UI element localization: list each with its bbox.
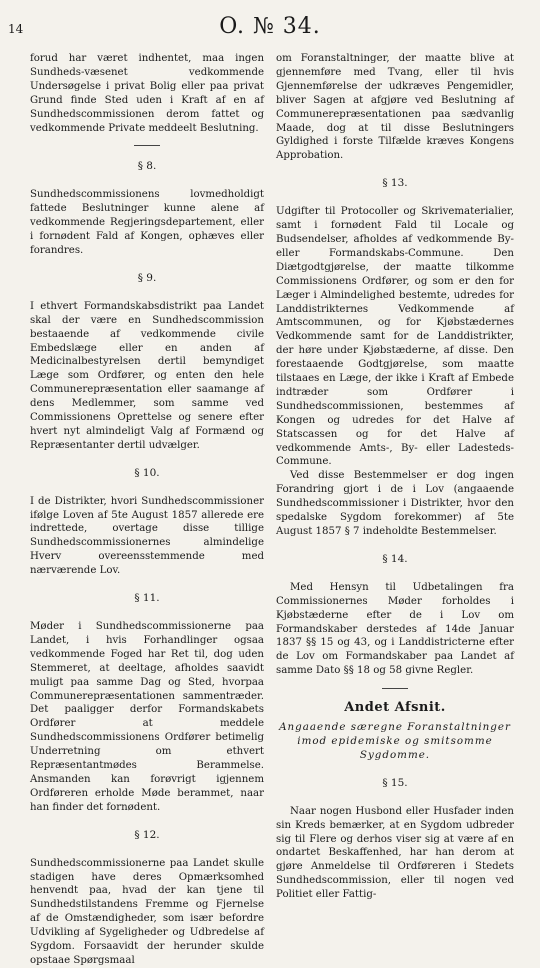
part-subheading: Angaaende særegne Foranstaltninger imod epidemiske og smitsomme Sygdomme. (279, 721, 511, 761)
paragraph: Naar nogen Husbond eller Husfader inden sin Kreds bemærker, at en Sygdom udbreder sig til Flere og derhos viser sig at være af en ondartet Beskaffenhed, har han derom at gjøre Anmeldelse til Ordføreren i Stedets Sundhedscommission, eller til nogen ved Politiet eller Fattig- (276, 805, 514, 901)
section-heading: § 9. (137, 271, 157, 284)
paragraph: Udgifter til Protocoller og Skrivematerialier, samt i fornødent Fald til Locale og Budsendelser, afholdes af vedkommende By- eller Formandskabs-Commune. Den Diætgodtgjørelse, der maatte tilkomme Commissionens Ordfører, og som er den for Læger i Almindelighed bestemte, udredes for Landdistrikternes Vedkommende af Amtscommunen, og for Kjøbstædernes Vedkommende samt for de Landdistrikter, der høre under Kjøbstæderne, af disse. Den forestaaende Godtgjørelse, som maatte tilstaaes en Læge, der ikke i Kraft af Embede indtræder som Ordfører i Sundhedscommissionen, bestemmes af Kongen og udredes for det Halve af Statscassen og for det Halve af vedkommende Amts-, By- eller Ladesteds-Commune. (276, 206, 514, 468)
paragraph: Med Hensyn til Udbetalingen fra Commissionernes Møder forholdes i Kjøbstæderne efter de i Lov om Formandskaber derstedes af 14de Januar 1837 §§ 15 og 43, og i Landdistricterne efter de Lov om Formandskaber paa Landet af samme Dato §§ 18 og 58 givne Regler. (276, 581, 514, 677)
paragraph: forud har været indhentet, maa ingen Sundheds-væsenet vedkommende Undersøgelse i privat Bolig eller paa privat Grund finde Sted uden i Kraft af en af Sundhedscommissionen derom fattet og vedkommende Private meddeelt Beslutning. (30, 53, 264, 134)
paragraph: Møder i Sundhedscommissionerne paa Landet, i hvis Forhandlinger ogsaa vedkommende Foged har Ret til, dog uden Stemmeret, at deeltage, afholdes saavidt muligt paa samme Dag og Sted, hvorpaa Communerepræsentationen sammentræder. Det paaligger derfor Formandskabets Ordfører at meddele Sundhedscommissionens Ordfører betimelig Underretning om ethvert Repræsentantmødes Berammelse. Ansmanden kan forøvrigt igjennem Ordføreren erholde Møde berammet, naar han finder det fornødent. (30, 621, 264, 813)
left-column (30, 52, 264, 968)
paragraph: Sundhedscommissionens lovmedholdigt fattede Beslutninger kunne alene af vedkommende Regjeringsdepartement, eller i fornødent Fald af Kongen, ophæves eller forandres. (30, 189, 264, 256)
section-heading: § 13. (382, 177, 408, 190)
issue-number: O. № 34. (219, 14, 321, 39)
paragraph: I ethvert Formandskabsdistrikt paa Landet skal der være en Sundhedscommission bestaaende af vedkommende civile Embedslæge eller en anden af Medicinalbestyrelsen dertil bemyndiget Læge som Ordfører, og enten den hele Communerepræsentation eller saamange af dens Medlemmer, som samme ved Commissionens Oprettelse og senere efter hvert nyt almindeligt Valg af Formænd og Repræsentanter dertil udvælger. (30, 300, 264, 451)
part-heading: Andet Afsnit. (344, 700, 446, 716)
paragraph: om Foranstaltninger, der maatte blive at gjennemføre med Tvang, eller til hvis Gjennemførelse der udkræves Pengemidler, bliver Sagen at afgjøre ved Beslutning af Communerepræsentationen paa sædvanlig Maade, dog at til disse Beslutningers Gyldighed i forste Tilfælde kræves Kongens Approbation. (276, 53, 514, 162)
section-divider (134, 145, 160, 146)
section-heading: § 8. (137, 160, 157, 173)
section-heading: § 11. (134, 592, 160, 605)
right-column (276, 52, 514, 902)
paragraph: Ved disse Bestemmelser er dog ingen Forandring gjort i de i Lov (angaaende Sundhedscommissioner i Distrikter, hvor den spedalske Sygdom forekommer) af 5te August 1857 § 7 indeholdte Bestemmelser. (276, 470, 514, 537)
section-heading: § 15. (382, 776, 408, 789)
section-heading: § 14. (382, 552, 408, 565)
section-divider (382, 688, 408, 689)
section-heading: § 10. (134, 466, 160, 479)
paragraph: Sundhedscommissionerne paa Landet skulle stadigen have deres Opmærksomhed henvendt paa, hvad der kan tjene til Sundhedstilstandens Fremme og Fjernelse af de Omstændigheder, som især befordre Udvikling af Sygeligheder og Udbredelse af Sygdom. Forsaavidt der herunder skulde opstaae Spørgsmaal (30, 857, 264, 966)
paragraph: I de Distrikter, hvori Sundhedscommissioner ifølge Loven af 5te August 1857 allerede ere indrettede, overtage disse tillige Sundhedscommissionernes almindelige Hverv overeensstemmende med nærværende Lov. (30, 495, 264, 577)
section-heading: § 12. (134, 828, 160, 841)
page-number: 14 (8, 22, 24, 36)
